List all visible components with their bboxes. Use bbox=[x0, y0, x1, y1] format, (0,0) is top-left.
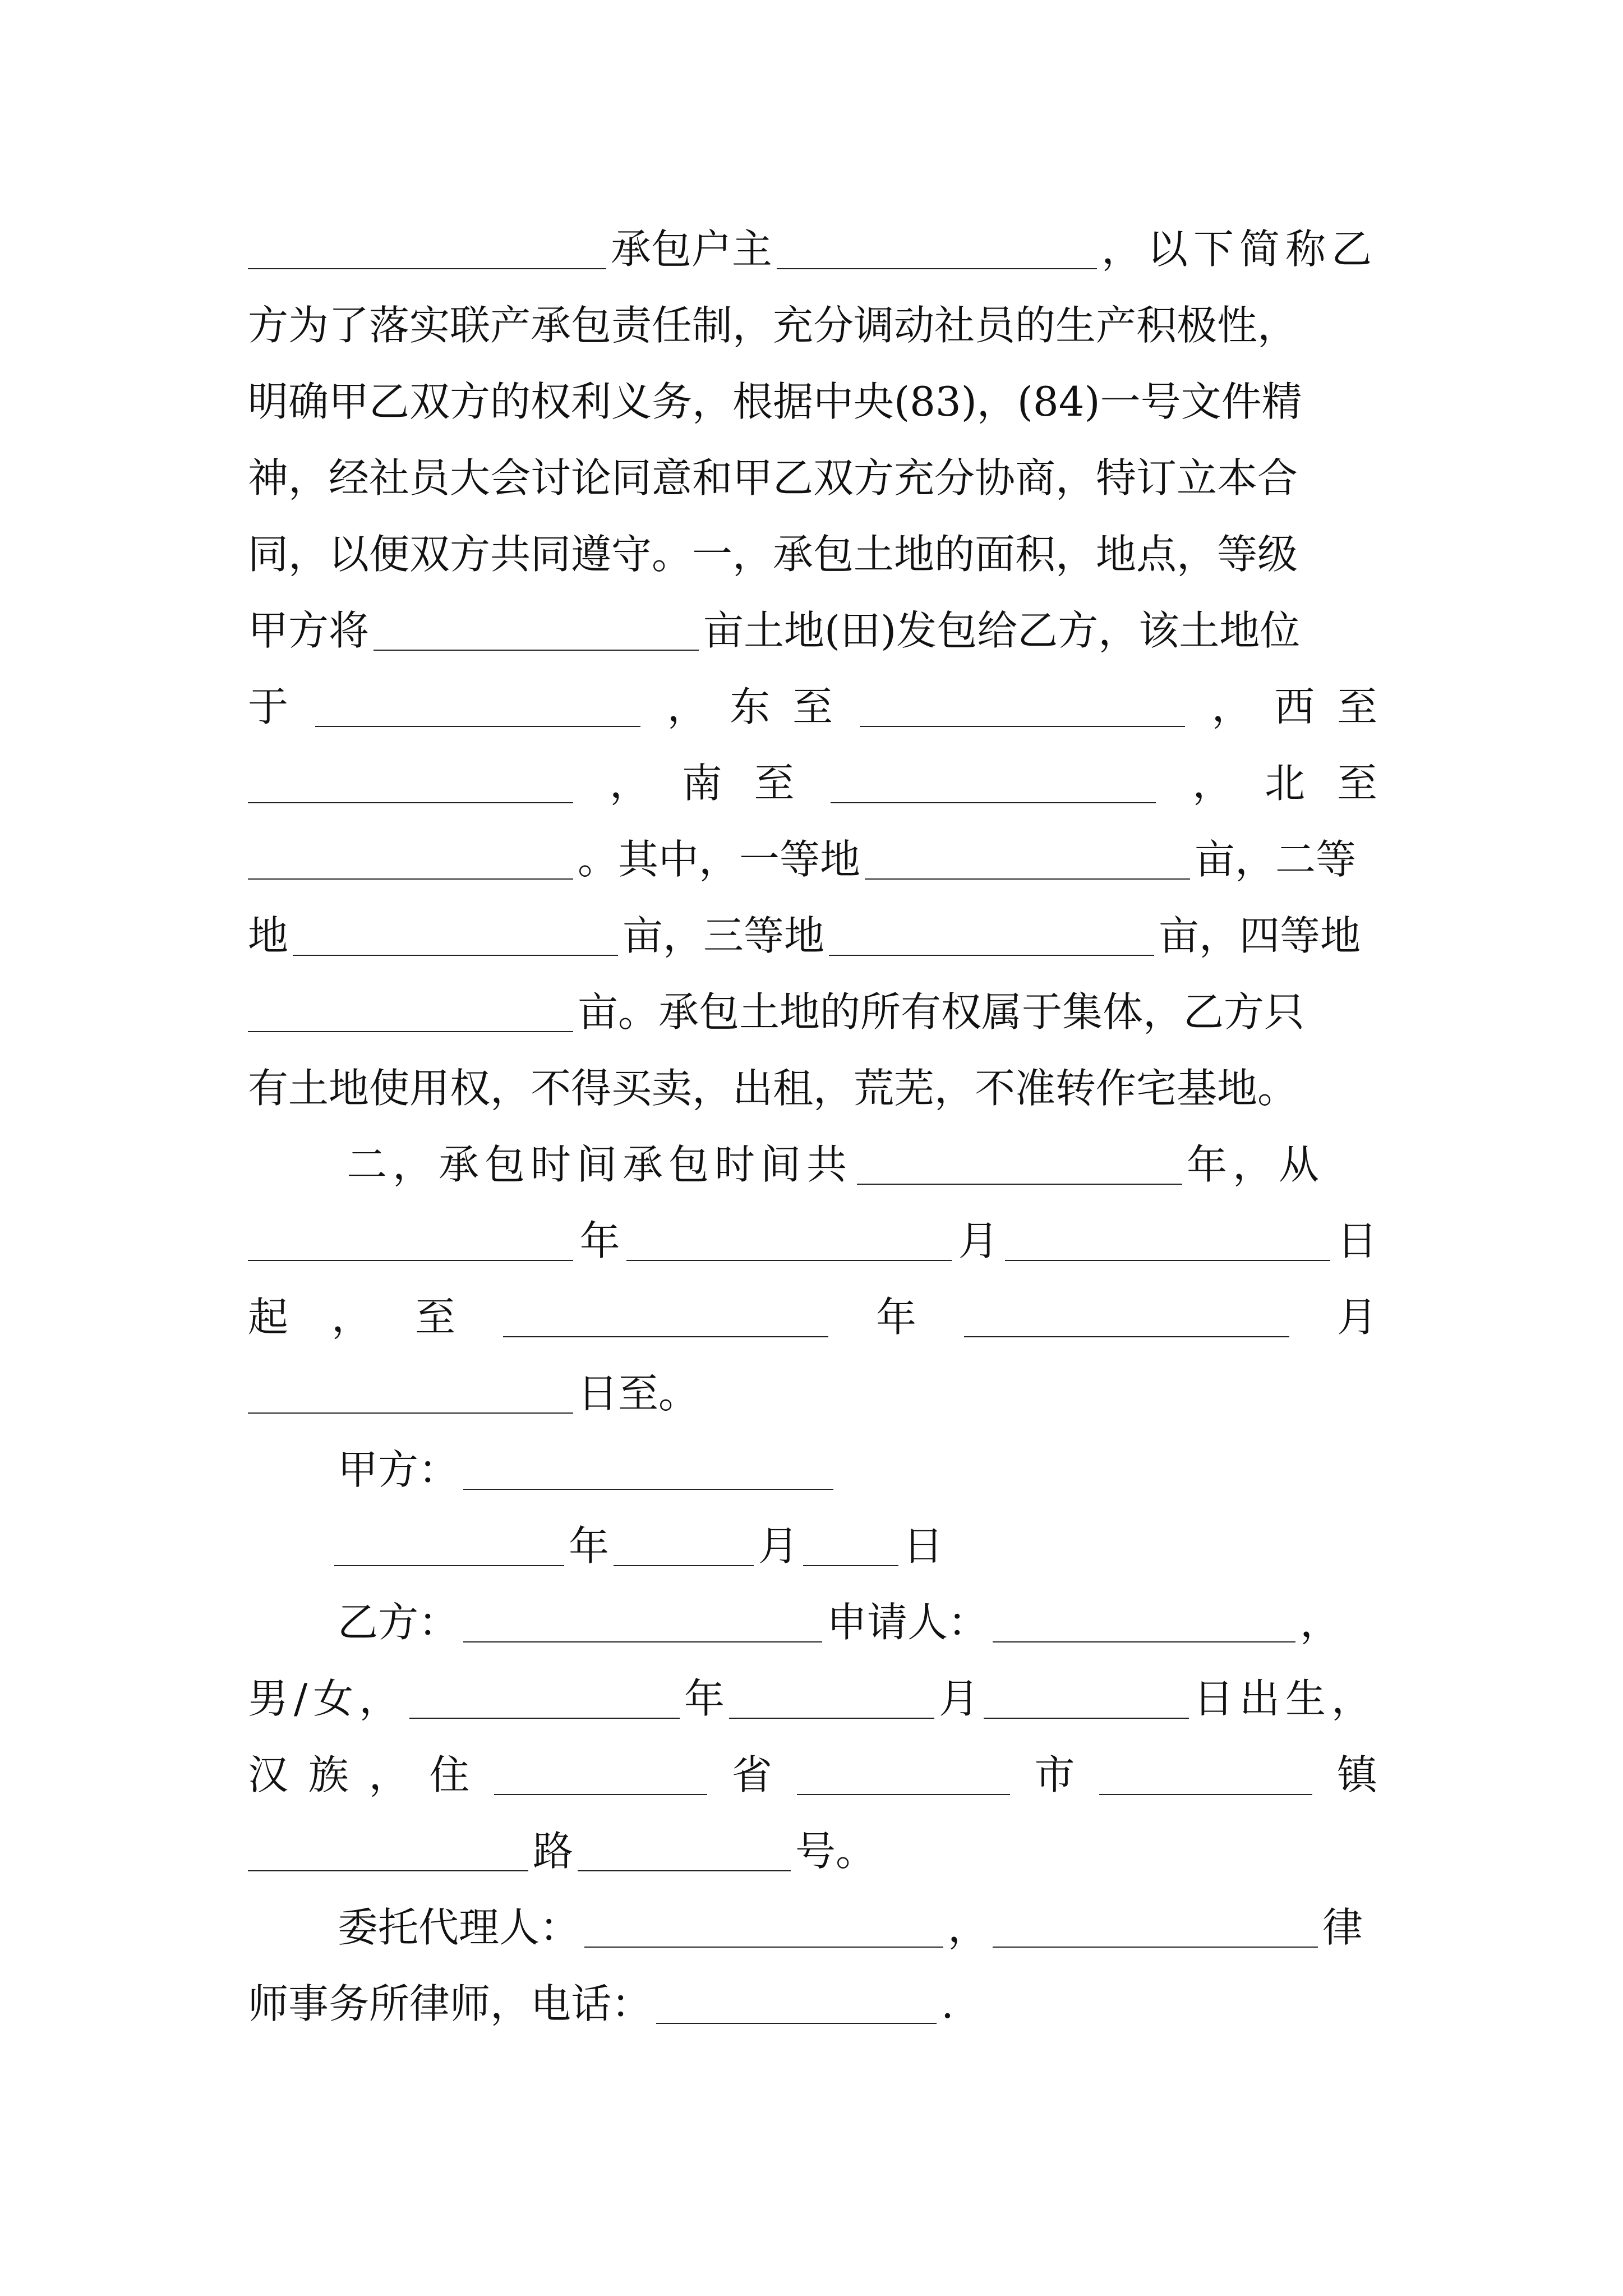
blank-field[interactable] bbox=[293, 915, 618, 956]
text-segment: 神，经社员大会讨论同意和甲乙双方充分协商，特订立本合 bbox=[248, 454, 1298, 501]
blank-field[interactable] bbox=[829, 915, 1154, 956]
text-segment: 年 bbox=[684, 1675, 725, 1722]
number-field[interactable] bbox=[578, 1831, 791, 1871]
text-segment: 镇 bbox=[1336, 1751, 1377, 1798]
party-b-field[interactable] bbox=[463, 1602, 822, 1642]
applicant-field[interactable] bbox=[993, 1602, 1295, 1642]
text-segment: ， bbox=[948, 1904, 989, 1951]
paragraph-line bbox=[248, 1488, 1377, 1570]
blank-field[interactable] bbox=[248, 1221, 573, 1261]
blank-field[interactable] bbox=[248, 839, 573, 880]
birth-day-field[interactable] bbox=[984, 1678, 1189, 1719]
paragraph-line bbox=[248, 343, 1377, 425]
paragraph-line bbox=[248, 1640, 1377, 1722]
paragraph-line bbox=[248, 420, 1377, 501]
paragraph-line bbox=[248, 725, 1377, 807]
paragraph-line bbox=[248, 954, 1377, 1036]
text-segment: 亩，四等地 bbox=[1159, 912, 1361, 959]
blank-field[interactable] bbox=[503, 1297, 828, 1337]
text-segment: 亩。承包土地的所有权属于集体，乙方只 bbox=[578, 988, 1305, 1036]
text-segment: 北 bbox=[1265, 760, 1306, 807]
blank-field[interactable] bbox=[964, 1297, 1289, 1337]
text-segment: ， bbox=[1211, 683, 1252, 730]
city-field[interactable] bbox=[797, 1755, 1010, 1795]
text-segment: 年 bbox=[569, 1522, 610, 1570]
text-segment: 年，从 bbox=[1187, 1141, 1325, 1188]
text-segment: ， bbox=[1300, 1599, 1341, 1646]
text-segment: ， bbox=[368, 1751, 409, 1798]
text-segment: 路 bbox=[533, 1828, 574, 1875]
paragraph-line bbox=[248, 648, 1377, 730]
text-segment: 于 bbox=[248, 683, 289, 730]
text-segment: 日 bbox=[1336, 1217, 1377, 1264]
text-segment: 省 bbox=[731, 1751, 772, 1798]
blank-field[interactable] bbox=[857, 1144, 1182, 1185]
text-segment: ， bbox=[667, 683, 708, 730]
month-field[interactable] bbox=[614, 1526, 754, 1566]
text-segment: 至 bbox=[754, 760, 795, 807]
text-segment: 起 bbox=[248, 1294, 289, 1341]
text-segment: 承包户主 bbox=[610, 226, 772, 273]
birth-year-field[interactable] bbox=[409, 1678, 680, 1719]
paragraph-line bbox=[248, 1030, 1377, 1112]
blank-field[interactable] bbox=[248, 229, 606, 269]
text-segment: 汉 bbox=[248, 1751, 289, 1798]
blank-field[interactable] bbox=[248, 763, 573, 803]
agent-field[interactable] bbox=[584, 1907, 943, 1948]
text-segment: 市 bbox=[1034, 1751, 1075, 1798]
text-segment: 二，承包时间承包时间共 bbox=[347, 1141, 853, 1188]
paragraph-line bbox=[248, 1945, 1377, 2027]
text-segment: 亩，三等地 bbox=[623, 912, 825, 959]
party-a-field[interactable] bbox=[463, 1450, 833, 1490]
year-field[interactable] bbox=[334, 1526, 564, 1566]
paragraph-line bbox=[248, 572, 1377, 654]
text-segment: 同，以便双方共同遵守。一，承包土地的面积，地点，等级 bbox=[248, 531, 1298, 578]
text-segment: 年 bbox=[875, 1294, 916, 1341]
text-segment: 族 bbox=[308, 1751, 349, 1798]
text-segment: 月 bbox=[1336, 1294, 1377, 1341]
text-segment: 月 bbox=[758, 1522, 799, 1570]
road-field[interactable] bbox=[248, 1831, 528, 1871]
text-segment: 月 bbox=[958, 1217, 999, 1264]
text-segment: 亩土地(田)发包给乙方，该土地位 bbox=[703, 607, 1301, 654]
text-segment: 。其中，一等地 bbox=[578, 836, 861, 883]
paragraph-line bbox=[248, 1335, 1377, 1417]
blank-field[interactable] bbox=[831, 763, 1156, 803]
text-segment: 月 bbox=[938, 1675, 979, 1722]
text-segment: 至 bbox=[415, 1294, 456, 1341]
blank-field[interactable] bbox=[860, 687, 1185, 727]
text-segment: 年 bbox=[579, 1217, 620, 1264]
blank-field[interactable] bbox=[248, 1373, 573, 1414]
paragraph-line bbox=[248, 1717, 1377, 1798]
text-segment: 甲方： bbox=[338, 1446, 459, 1493]
blank-field[interactable] bbox=[777, 229, 1097, 269]
text-segment: 南 bbox=[681, 760, 722, 807]
paragraph-line bbox=[248, 1869, 1377, 1951]
paragraph-line bbox=[248, 801, 1377, 883]
paragraph-line bbox=[248, 1564, 1377, 1646]
paragraph-line bbox=[248, 1259, 1377, 1341]
text-segment: 方为了落实联产承包责任制，充分调动社员的生产积极性， bbox=[248, 302, 1298, 349]
blank-field[interactable] bbox=[315, 687, 640, 727]
text-segment: 地 bbox=[248, 912, 289, 959]
town-field[interactable] bbox=[1099, 1755, 1312, 1795]
law-firm-field[interactable] bbox=[993, 1907, 1318, 1948]
text-segment: 至 bbox=[1336, 760, 1377, 807]
province-field[interactable] bbox=[494, 1755, 707, 1795]
text-segment: 申请人： bbox=[827, 1599, 989, 1646]
text-segment: 甲方将 bbox=[248, 607, 370, 654]
text-segment: 师事务所律师，电话： bbox=[248, 1980, 652, 2027]
text-segment: ， bbox=[331, 1294, 372, 1341]
text-segment: 日至。 bbox=[578, 1370, 699, 1417]
text-segment: ， bbox=[1192, 760, 1233, 807]
birth-month-field[interactable] bbox=[729, 1678, 934, 1719]
text-segment: 男/女， bbox=[248, 1675, 405, 1722]
text-segment: 至 bbox=[1336, 683, 1377, 730]
paragraph-line bbox=[248, 267, 1377, 349]
text-segment: 西 bbox=[1274, 683, 1315, 730]
text-segment: 日 bbox=[903, 1522, 944, 1570]
blank-field[interactable] bbox=[374, 610, 699, 651]
paragraph-line bbox=[248, 1411, 1377, 1493]
paragraph-line bbox=[248, 496, 1377, 578]
day-field[interactable] bbox=[803, 1526, 898, 1566]
blank-field[interactable] bbox=[626, 1221, 952, 1261]
text-segment: 东 bbox=[730, 683, 771, 730]
text-segment: 有土地使用权，不得买卖，出租，荒芜，不准转作宅基地。 bbox=[248, 1065, 1298, 1112]
text-segment: ，以下简称乙 bbox=[1101, 226, 1377, 273]
text-segment: 亩，二等 bbox=[1195, 836, 1357, 883]
text-segment: 明确甲乙双方的权利义务，根据中央(83)，(84)一号文件精 bbox=[248, 378, 1302, 425]
text-segment: 乙方： bbox=[338, 1599, 459, 1646]
paragraph-line bbox=[248, 1106, 1377, 1188]
blank-field[interactable] bbox=[865, 839, 1190, 880]
text-segment: 委托代理人： bbox=[338, 1904, 580, 1951]
text-segment: 号。 bbox=[795, 1828, 877, 1875]
blank-field[interactable] bbox=[1005, 1221, 1330, 1261]
text-segment: ， bbox=[609, 760, 650, 807]
text-segment: 至 bbox=[792, 683, 833, 730]
blank-field[interactable] bbox=[248, 992, 573, 1032]
paragraph-line bbox=[248, 1793, 1377, 1875]
text-segment: 日出生， bbox=[1193, 1675, 1377, 1722]
paragraph-line bbox=[248, 1182, 1377, 1264]
text-segment: 住 bbox=[429, 1751, 470, 1798]
text-segment: 律 bbox=[1322, 1904, 1363, 1951]
text-segment: . bbox=[941, 1980, 954, 2027]
paragraph-line bbox=[248, 191, 1377, 273]
paragraph-line bbox=[248, 877, 1377, 959]
phone-field[interactable] bbox=[656, 1984, 937, 2024]
